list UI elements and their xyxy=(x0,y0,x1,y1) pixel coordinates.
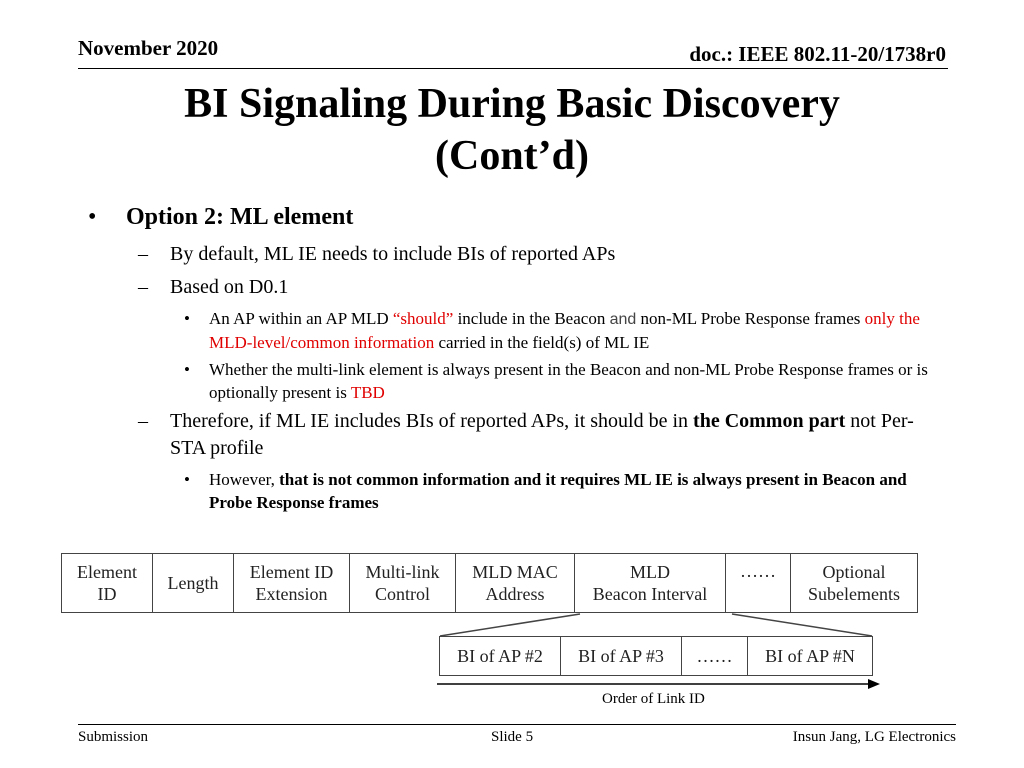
b1-text-3: non-ML Probe Response frames xyxy=(636,309,865,328)
footer-slide-number: Slide 5 xyxy=(491,729,534,745)
sub-text-1: By default, ML IE needs to include BIs of reported APs xyxy=(170,243,616,265)
field-length: Length xyxy=(153,554,234,613)
field-mld-mac-address: MLD MAC Address xyxy=(456,554,575,613)
dash-marker: – xyxy=(138,243,148,265)
footer-submission: Submission xyxy=(78,729,149,745)
expand-line-right xyxy=(732,614,872,636)
bi-ap3: BI of AP #3 xyxy=(561,637,682,676)
title-line-1: BI Signaling During Basic Discovery xyxy=(184,81,840,127)
dash-marker: – xyxy=(138,276,148,298)
b1-red-should: “should” xyxy=(392,309,454,328)
footer-divider xyxy=(78,724,956,725)
bi-apn: BI of AP #N xyxy=(748,637,873,676)
b3-bold: that is not common information and it requires ML IE is always present in Beacon and Probe Response frames xyxy=(209,470,907,512)
bullet-marker: • xyxy=(184,360,190,379)
b1-text-2: include in the Beacon xyxy=(453,309,610,328)
bi-ap2: BI of AP #2 xyxy=(440,637,561,676)
sub3-text-2: not Per-STA profile xyxy=(170,410,914,459)
dash-marker: – xyxy=(138,410,148,432)
expand-line-left xyxy=(440,614,580,636)
bullet-marker: • xyxy=(184,309,190,328)
b1-text-1: An AP within an AP MLD xyxy=(209,309,393,328)
sub-text-2: Based on D0.1 xyxy=(170,276,289,298)
b1-and: and xyxy=(609,311,637,328)
b3-text: However, xyxy=(209,470,280,489)
field-element-id-extension: Element ID Extension xyxy=(234,554,350,613)
b2-text: Whether the multi-link element is always present in the Beacon and non-ML Probe Response frames or is optionally present is xyxy=(209,360,928,402)
header-date: November 2020 xyxy=(78,36,219,60)
field-ellipsis: …… xyxy=(726,554,791,613)
sub3-text-1: Therefore, if ML IE includes BIs of reported APs, it should be in xyxy=(170,410,694,432)
field-element-id: Element ID xyxy=(62,554,153,613)
title-line-2: (Cont’d) xyxy=(435,133,589,179)
field-optional-subelements: Optional Subelements xyxy=(791,554,918,613)
b1-text-4: carried in the field(s) of ML IE xyxy=(434,333,650,352)
order-of-link-id-label: Order of Link ID xyxy=(602,691,705,707)
header-doc-id: doc.: IEEE 802.11-20/1738r0 xyxy=(689,42,946,66)
field-multi-link-control: Multi-link Control xyxy=(350,554,456,613)
option-text: Option 2: ML element xyxy=(126,204,354,230)
order-arrow-head xyxy=(868,679,880,689)
bullet-marker: • xyxy=(184,470,190,489)
bullet-marker: • xyxy=(88,204,97,230)
footer-author: Insun Jang, LG Electronics xyxy=(792,729,956,745)
b2-red-tbd: TBD xyxy=(350,383,385,402)
sub3-bold: the Common part xyxy=(693,410,846,432)
b1-red-common-info: only the MLD-level/common information xyxy=(209,309,920,352)
field-mld-beacon-interval: MLD Beacon Interval xyxy=(575,554,726,613)
bi-ellipsis: …… xyxy=(682,637,748,676)
